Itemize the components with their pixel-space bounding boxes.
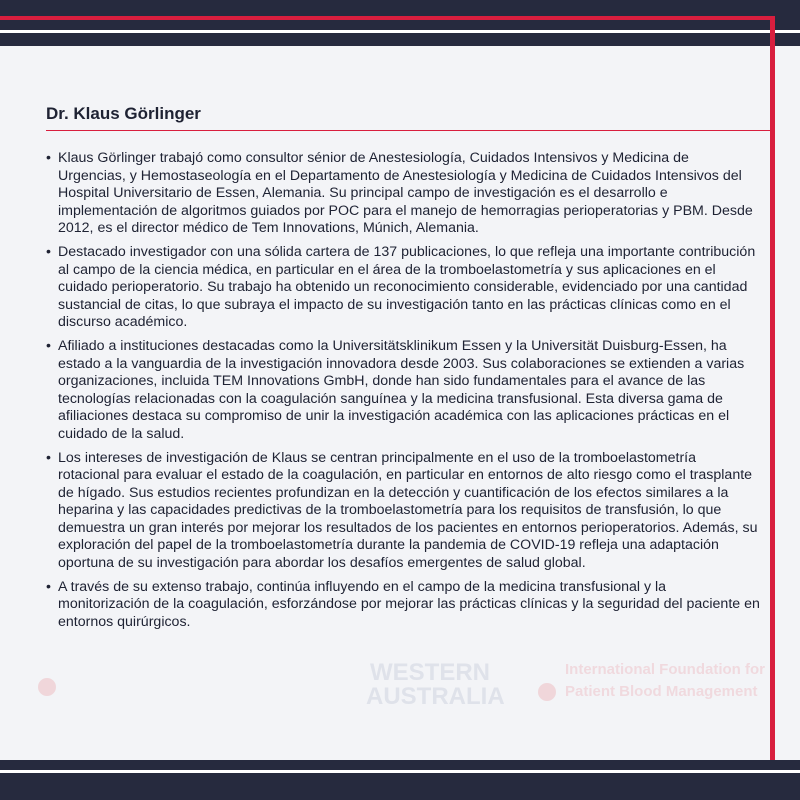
watermark-center-line-1: WESTERN <box>370 659 490 686</box>
watermark-dot-right <box>538 683 556 701</box>
bio-bullet-list <box>46 150 760 637</box>
bio-bullet-5: • A través de su extenso trabajo, continúa influyendo en el campo de la medicina transfusional y la monitorización de la coagulación, esforzándose por mejorar las prácticas clínicas y la seguridad del paciente en entornos quirúrgicos. <box>46 579 760 632</box>
bio-bullet-3: • Afiliado a instituciones destacadas como la Universitätsklinikum Essen y la Universität Duisburg-Essen, ha estado a la vanguardia de la investigación innovadora desde 2003. Sus colaboraciones se extienden a varias organizaciones, incluida TEM Innovations GmbH, donde han sido fundamentales para el avance de las tecnologías relacionadas con la coagulación sanguínea y la medicina transfusional. Esta diversa gama de afiliaciones destaca su compromiso de unir la investigación académica con las aplicaciones prácticas en el cuidado de la salud. <box>46 338 760 444</box>
watermark-right-line-2: Patient Blood Management <box>565 683 758 700</box>
bio-bullet-4: • Los intereses de investigación de Klaus se centran principalmente en el uso de la tromboelastometría rotacional para evaluar el estado de la coagulación, en particular en entornos de alto riesgo como el trasplante de hígado. Sus estudios recientes profundizan en la detección y cuantificación de los efectos similares a la heparina y las capacidades predictivas de la tromboelastometría para los requisitos de transfusión, lo que demuestra un gran interés por mejorar los resultados de los pacientes en entornos perioperatorios. Además, su exploración del papel de la tromboelastometría durante la pandemia de COVID-19 refleja una adaptación oportuna de su investigación para abordar los desafíos emergentes de salud global. <box>46 450 760 573</box>
title-underline <box>46 130 770 131</box>
watermark-center-line-2: AUSTRALIA <box>366 683 505 710</box>
bottom-white-stripe <box>0 770 800 773</box>
right-red-border <box>770 16 775 760</box>
watermark-right-line-1: International Foundation for <box>565 661 765 678</box>
bio-bullet-2: • Destacado investigador con una sólida cartera de 137 publicaciones, lo que refleja una importante contribución al campo de la ciencia médica, en particular en el área de la tromboelastometría y sus aplicaciones en el cuidado perioperatorio. Su trabajo ha obtenido un reconocimiento considerable, evidenciado por una cantidad sustancial de citas, lo que subraya el impacto de su investigación tanto en las prácticas clínicas como en el discurso académico. <box>46 244 760 332</box>
bio-bullet-1: • Klaus Görlinger trabajó como consultor sénior de Anestesiología, Cuidados Intensivos y Medicina de Urgencias, y Hemostaseología en el Departamento de Anestesiología y Medicina de Cuidados Intensivos del Hospital Universitario de Essen, Alemania. Su principal campo de investigación es el desarrollo e implementación de algoritmos guiados por POC para el manejo de hemorragias perioperatorias y PBM. Desde 2012, es el director médico de Tem Innovations, Múnich, Alemania. <box>46 150 760 238</box>
bottom-footer-band <box>0 760 800 800</box>
watermark-dot-left <box>38 678 56 696</box>
top-red-stripe <box>0 16 775 20</box>
page-title: Dr. Klaus Görlinger <box>46 104 201 123</box>
top-header-band <box>0 0 800 46</box>
top-white-stripe <box>0 30 800 33</box>
